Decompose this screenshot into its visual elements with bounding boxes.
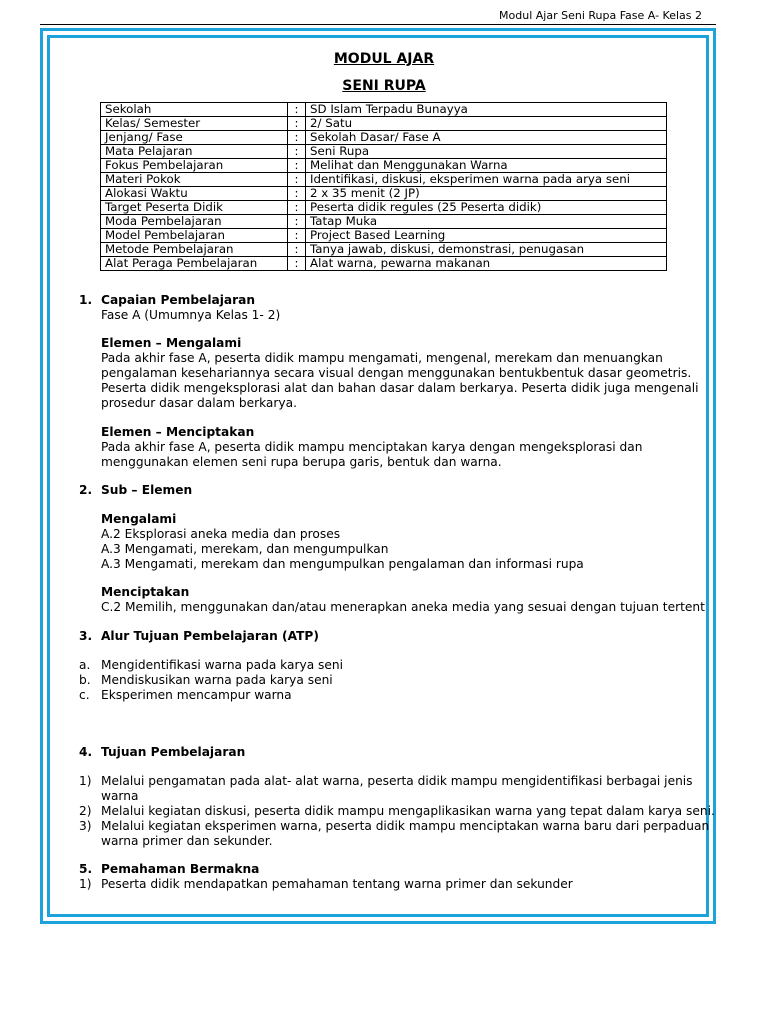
sub-mengalami-line: A.3 Mengamati, merekam dan mengumpulkan pengalaman dan informasi rupa [101,557,584,571]
info-key: Alokasi Waktu [101,187,288,201]
section-5-title: Pemahaman Bermakna [101,862,260,876]
info-row [101,173,667,187]
element-mengalami-line: Peserta didik mengeksplorasi alat dan bahan dasar dalam berkarya. Peserta didik juga mengenali [101,381,699,395]
tujuan-item-line: Melalui pengamatan pada alat- alat warna, peserta didik mampu mengidentifikasi berbagai jenis [101,774,693,788]
atp-item-label: a. [79,658,91,672]
info-row [101,159,667,173]
section-3-title: Alur Tujuan Pembelajaran (ATP) [101,629,319,643]
element-mengalami-line: pengalaman kesehariannya secara visual dengan menggunakan bentukbentuk dasar geometris. [101,366,692,380]
atp-item: Eksperimen mencampur warna [101,688,292,702]
info-value: Tatap Muka [306,215,667,229]
sub-mengalami-title: Mengalami [101,512,177,526]
info-row [101,215,667,229]
section-1-title: Capaian Pembelajaran [101,293,256,307]
section-2-number: 2. [79,483,93,497]
info-colon: : [288,257,306,271]
element-mengalami-title: Elemen – Mengalami [101,336,242,350]
info-table [100,102,667,271]
info-key: Materi Pokok [101,173,288,187]
info-colon: : [288,159,306,173]
document-subtitle: SENI RUPA [342,78,426,94]
info-colon: : [288,117,306,131]
info-colon: : [288,187,306,201]
header-divider [40,24,716,25]
info-value: 2/ Satu [306,117,667,131]
page-header: Modul Ajar Seni Rupa Fase A- Kelas 2 [499,9,702,22]
info-row [101,187,667,201]
info-value: Tanya jawab, diskusi, demonstrasi, penugasan [306,243,667,257]
atp-item-label: b. [79,673,91,687]
info-row [101,145,667,159]
section-2-title: Sub – Elemen [101,483,193,497]
info-key: Sekolah [101,103,288,117]
tujuan-item-line: Melalui kegiatan diskusi, peserta didik mampu mengaplikasikan warna yang tepat dalam karya seni. [101,804,715,818]
info-colon: : [288,229,306,243]
info-row [101,131,667,145]
atp-item: Mengidentifikasi warna pada karya seni [101,658,343,672]
info-key: Kelas/ Semester [101,117,288,131]
info-colon: : [288,173,306,187]
element-mengalami-line: Pada akhir fase A, peserta didik mampu mengamati, mengenal, merekam dan menuangkan [101,351,663,365]
section-1-subtitle: Fase A (Umumnya Kelas 1- 2) [101,308,281,322]
sub-menciptakan-line: C.2 Memilih, menggunakan dan/atau menerapkan aneka media yang sesuai dengan tujuan tertent [101,600,705,614]
info-value: Seni Rupa [306,145,667,159]
info-key: Target Peserta Didik [101,201,288,215]
info-colon: : [288,243,306,257]
info-value: Project Based Learning [306,229,667,243]
element-menciptakan-line: menggunakan elemen seni rupa berupa garis, bentuk dan warna. [101,455,502,469]
tujuan-item-label: 1) [79,774,92,788]
info-key: Mata Pelajaran [101,145,288,159]
info-row [101,103,667,117]
atp-item-label: c. [79,688,90,702]
tujuan-item-label: 2) [79,804,92,818]
sub-mengalami-line: A.2 Eksplorasi aneka media dan proses [101,527,341,541]
atp-item: Mendiskusikan warna pada karya seni [101,673,333,687]
info-row [101,229,667,243]
pemahaman-item-line: Peserta didik mendapatkan pemahaman tentang warna primer dan sekunder [101,877,573,891]
tujuan-item-label: 3) [79,819,92,833]
info-value: Melihat dan Menggunakan Warna [306,159,667,173]
info-value: Peserta didik regules (25 Peserta didik) [306,201,667,215]
info-value: 2 x 35 menit (2 JP) [306,187,667,201]
info-row [101,201,667,215]
section-4-number: 4. [79,745,93,759]
info-row [101,243,667,257]
tujuan-item-line: Melalui kegiatan eksperimen warna, peserta didik mampu menciptakan warna baru dari perpaduan [101,819,710,833]
tujuan-item-line: warna [101,789,139,803]
info-key: Moda Pembelajaran [101,215,288,229]
info-value: SD Islam Terpadu Bunayya [306,103,667,117]
info-key: Jenjang/ Fase [101,131,288,145]
sub-menciptakan-title: Menciptakan [101,585,190,599]
sub-mengalami-line: A.3 Mengamati, merekam, dan mengumpulkan [101,542,389,556]
info-value: Sekolah Dasar/ Fase A [306,131,667,145]
section-4-title: Tujuan Pembelajaran [101,745,246,759]
document-title: MODUL AJAR [333,51,435,67]
section-1-number: 1. [79,293,93,307]
info-value: Alat warna, pewarna makanan [306,257,667,271]
info-key: Alat Peraga Pembelajaran [101,257,288,271]
info-key: Metode Pembelajaran [101,243,288,257]
info-colon: : [288,215,306,229]
section-3-number: 3. [79,629,93,643]
info-colon: : [288,103,306,117]
info-colon: : [288,201,306,215]
info-row [101,257,667,271]
section-5-number: 5. [79,862,93,876]
element-menciptakan-line: Pada akhir fase A, peserta didik mampu menciptakan karya dengan mengeksplorasi dan [101,440,643,454]
element-mengalami-line: prosedur dasar dalam berkarya. [101,396,297,410]
info-key: Fokus Pembelajaran [101,159,288,173]
info-row [101,117,667,131]
info-colon: : [288,145,306,159]
info-value: Identifikasi, diskusi, eksperimen warna pada arya seni [306,173,667,187]
element-menciptakan-title: Elemen – Menciptakan [101,425,255,439]
pemahaman-item-label: 1) [79,877,92,891]
info-colon: : [288,131,306,145]
info-key: Model Pembelajaran [101,229,288,243]
tujuan-item-line: warna primer dan sekunder. [101,834,273,848]
